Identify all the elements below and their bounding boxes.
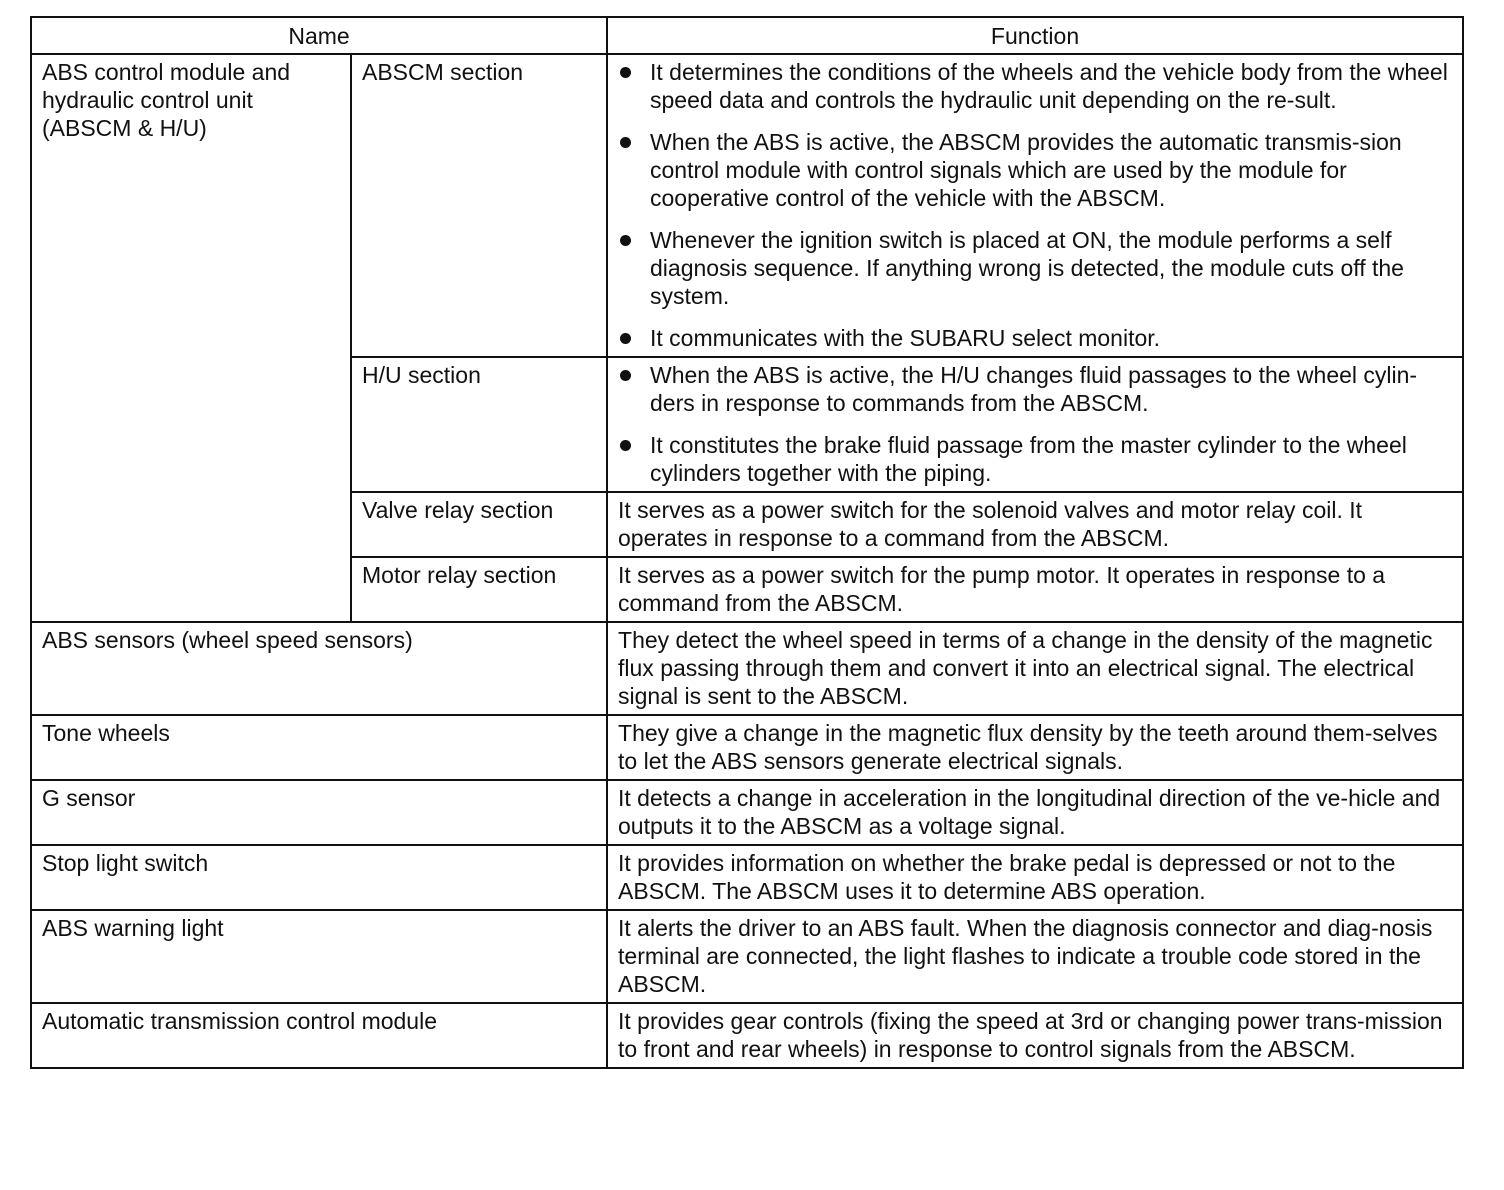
table-row bbox=[31, 845, 1463, 910]
section-name-cell: ABSCM section bbox=[351, 54, 607, 357]
component-name-cell: G sensor bbox=[31, 780, 607, 845]
bullet-text: Whenever the ignition switch is placed at ON, the module performs a self diagnosis sequence. If anything wrong is detected, the module cuts off the system. bbox=[650, 227, 1404, 309]
component-name-cell: Tone wheels bbox=[31, 715, 607, 780]
table-row bbox=[31, 54, 1463, 357]
bullet-icon bbox=[620, 67, 631, 78]
bullet-icon bbox=[620, 333, 631, 344]
bullet-text: It communicates with the SUBARU select monitor. bbox=[650, 325, 1161, 351]
table-row bbox=[31, 715, 1463, 780]
function-cell bbox=[607, 357, 1463, 492]
bullet-icon bbox=[620, 235, 631, 246]
function-cell: They give a change in the magnetic flux density by the teeth around them-selves to let the ABS sensors generate electrical signals. bbox=[607, 715, 1463, 780]
component-name-cell: Automatic transmission control module bbox=[31, 1003, 607, 1068]
function-cell: It alerts the driver to an ABS fault. When the diagnosis connector and diag-nosis terminal are connected, the light flashes to indicate a trouble code stored in the ABSCM. bbox=[607, 910, 1463, 1003]
component-name-cell: Stop light switch bbox=[31, 845, 607, 910]
function-cell bbox=[607, 54, 1463, 357]
function-cell: It serves as a power switch for the solenoid valves and motor relay coil. It operates in response to a command from the ABSCM. bbox=[607, 492, 1463, 557]
bullet-text: When the ABS is active, the ABSCM provides the automatic transmis-sion control module with control signals which are used by the module for cooperative control of the vehicle with the ABSCM. bbox=[650, 129, 1402, 211]
bullet-text: It constitutes the brake fluid passage from the master cylinder to the wheel cylinders together with the piping. bbox=[650, 432, 1407, 486]
name-column-header: Name bbox=[31, 17, 607, 54]
section-name-cell: Valve relay section bbox=[351, 492, 607, 557]
table-row bbox=[31, 910, 1463, 1003]
component-name-cell: ABS sensors (wheel speed sensors) bbox=[31, 622, 607, 715]
list-item bbox=[618, 128, 1452, 212]
bullet-text: When the ABS is active, the H/U changes fluid passages to the wheel cylin-ders in response to commands from the ABSCM. bbox=[650, 362, 1418, 416]
table-row bbox=[31, 1003, 1463, 1068]
list-item bbox=[618, 324, 1452, 352]
component-function-table bbox=[30, 16, 1464, 1069]
list-item bbox=[618, 226, 1452, 310]
function-column-header: Function bbox=[607, 17, 1463, 54]
function-cell: It provides information on whether the brake pedal is depressed or not to the ABSCM. The ABSCM uses it to determine ABS operation. bbox=[607, 845, 1463, 910]
section-name-cell: H/U section bbox=[351, 357, 607, 492]
bullet-text: It determines the conditions of the wheels and the vehicle body from the wheel speed data and controls the hydraulic unit depending on the re-sult. bbox=[650, 59, 1448, 113]
list-item bbox=[618, 431, 1452, 487]
bullet-icon bbox=[620, 370, 631, 381]
component-name-cell: ABS control module and hydraulic control unit (ABSCM & H/U) bbox=[31, 54, 351, 622]
table-row bbox=[31, 780, 1463, 845]
function-cell: It serves as a power switch for the pump motor. It operates in response to a command from the ABSCM. bbox=[607, 557, 1463, 622]
function-cell: It detects a change in acceleration in the longitudinal direction of the ve-hicle and outputs it to the ABSCM as a voltage signal. bbox=[607, 780, 1463, 845]
bullet-icon bbox=[620, 440, 631, 451]
bullet-list bbox=[618, 58, 1452, 352]
section-name-cell: Motor relay section bbox=[351, 557, 607, 622]
list-item bbox=[618, 58, 1452, 114]
list-item bbox=[618, 361, 1452, 417]
function-cell: They detect the wheel speed in terms of a change in the density of the magnetic flux passing through them and convert it into an electrical signal. The electrical signal is sent to the ABSCM. bbox=[607, 622, 1463, 715]
table-row bbox=[31, 622, 1463, 715]
bullet-icon bbox=[620, 137, 631, 148]
component-name-cell: ABS warning light bbox=[31, 910, 607, 1003]
bullet-list bbox=[618, 361, 1452, 487]
function-cell: It provides gear controls (fixing the speed at 3rd or changing power trans-mission to front and rear wheels) in response to control signals from the ABSCM. bbox=[607, 1003, 1463, 1068]
table-header-row bbox=[31, 17, 1463, 54]
